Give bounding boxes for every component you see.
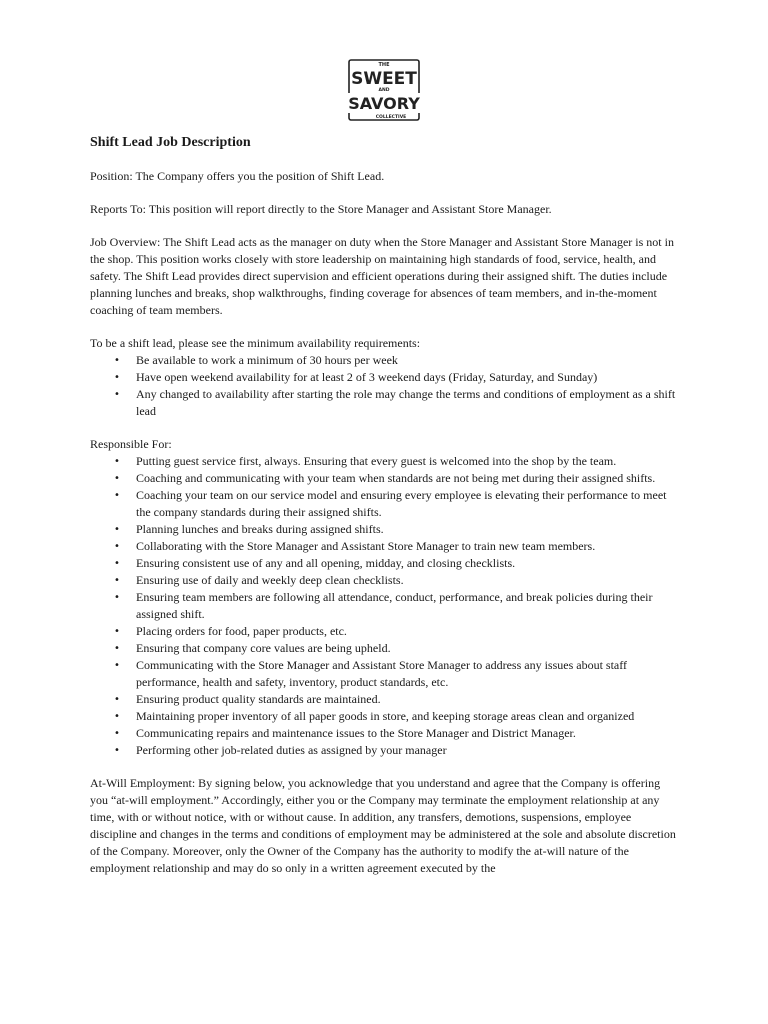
logo-the: THE	[378, 62, 390, 68]
logo-and: AND	[378, 88, 390, 93]
list-item: • Maintaining proper inventory of all paper goods in store, and keeping storage areas clean and organized	[136, 708, 680, 725]
list-item: • Putting guest service first, always. Ensuring that every guest is welcomed into the shop by the team.	[136, 453, 680, 470]
reports-to-paragraph: Reports To: This position will report directly to the Store Manager and Assistant Store Manager.	[90, 202, 552, 216]
responsibilities-list	[90, 453, 680, 759]
list-item: • Ensuring product quality standards are maintained.	[136, 691, 680, 708]
list-item: • Coaching your team on our service model and ensuring every employee is elevating their performance to meet the company standards during their assigned shifts.	[136, 487, 680, 521]
list-item: • Planning lunches and breaks during assigned shifts.	[136, 521, 680, 538]
list-item: • Have open weekend availability for at least 2 of 3 weekend days (Friday, Saturday, and Sunday)	[136, 369, 680, 386]
availability-list	[90, 352, 680, 420]
list-item: • Ensuring consistent use of any and all opening, midday, and closing checklists.	[136, 555, 680, 572]
list-item: • Placing orders for food, paper products, etc.	[136, 623, 680, 640]
responsible-for-heading: Responsible For:	[90, 437, 172, 451]
list-item: • Be available to work a minimum of 30 hours per week	[136, 352, 680, 369]
sweet-savory-logo	[341, 56, 427, 126]
list-item: • Coaching and communicating with your team when standards are not being met during their assigned shifts.	[136, 470, 680, 487]
availability-intro: To be a shift lead, please see the minimum availability requirements:	[90, 336, 421, 350]
list-item: • Any changed to availability after starting the role may change the terms and conditions of employment as a shift lead	[136, 386, 680, 420]
page-title: Shift Lead Job Description	[90, 135, 251, 150]
list-item: • Ensuring that company core values are being upheld.	[136, 640, 680, 657]
list-item: • Ensuring use of daily and weekly deep clean checklists.	[136, 572, 680, 589]
list-item: • Communicating repairs and maintenance issues to the Store Manager and District Manager.	[136, 725, 680, 742]
list-item: • Collaborating with the Store Manager and Assistant Store Manager to train new team members.	[136, 538, 680, 555]
list-item: • Ensuring team members are following all attendance, conduct, performance, and break policies during their assigned shift.	[136, 589, 680, 623]
at-will-employment-paragraph: At-Will Employment: By signing below, you acknowledge that you understand and agree that the Company is offering you “at-will employment.” Accordingly, either you or the Company may terminate the employment relationship at any time, with or without notice, with or without cause. In addition, any transfers, demotions, suspensions, employee discipline and changes in the terms and conditions of employment may be administered at the sole and absolute discretion of the Company. Moreover, only the Owner of the Company has the authority to modify the at-will nature of the employment relationship and may do so only in a written agreement executed by the	[90, 776, 676, 875]
document-body	[90, 134, 680, 877]
position-paragraph: Position: The Company offers you the position of Shift Lead.	[90, 169, 385, 183]
job-overview-paragraph: Job Overview: The Shift Lead acts as the manager on duty when the Store Manager and Assistant Store Manager is not in the shop. This position works closely with store leadership on maintaining high standards of food, service, health, and safety. The Shift Lead provides direct supervision and efficient operations during their assigned shift. The duties include planning lunches and breaks, shop walkthroughs, finding coverage for absences of team members, and in-the-moment coaching of team members.	[90, 235, 674, 317]
logo-collective: COLLECTIVE	[375, 115, 407, 120]
logo-sweet: SWEET	[351, 69, 417, 89]
logo-savory: SAVORY	[348, 94, 420, 113]
list-item: • Communicating with the Store Manager and Assistant Store Manager to address any issues about staff performance, health and safety, inventory, product standards, etc.	[136, 657, 680, 691]
list-item: • Performing other job-related duties as assigned by your manager	[136, 742, 680, 759]
